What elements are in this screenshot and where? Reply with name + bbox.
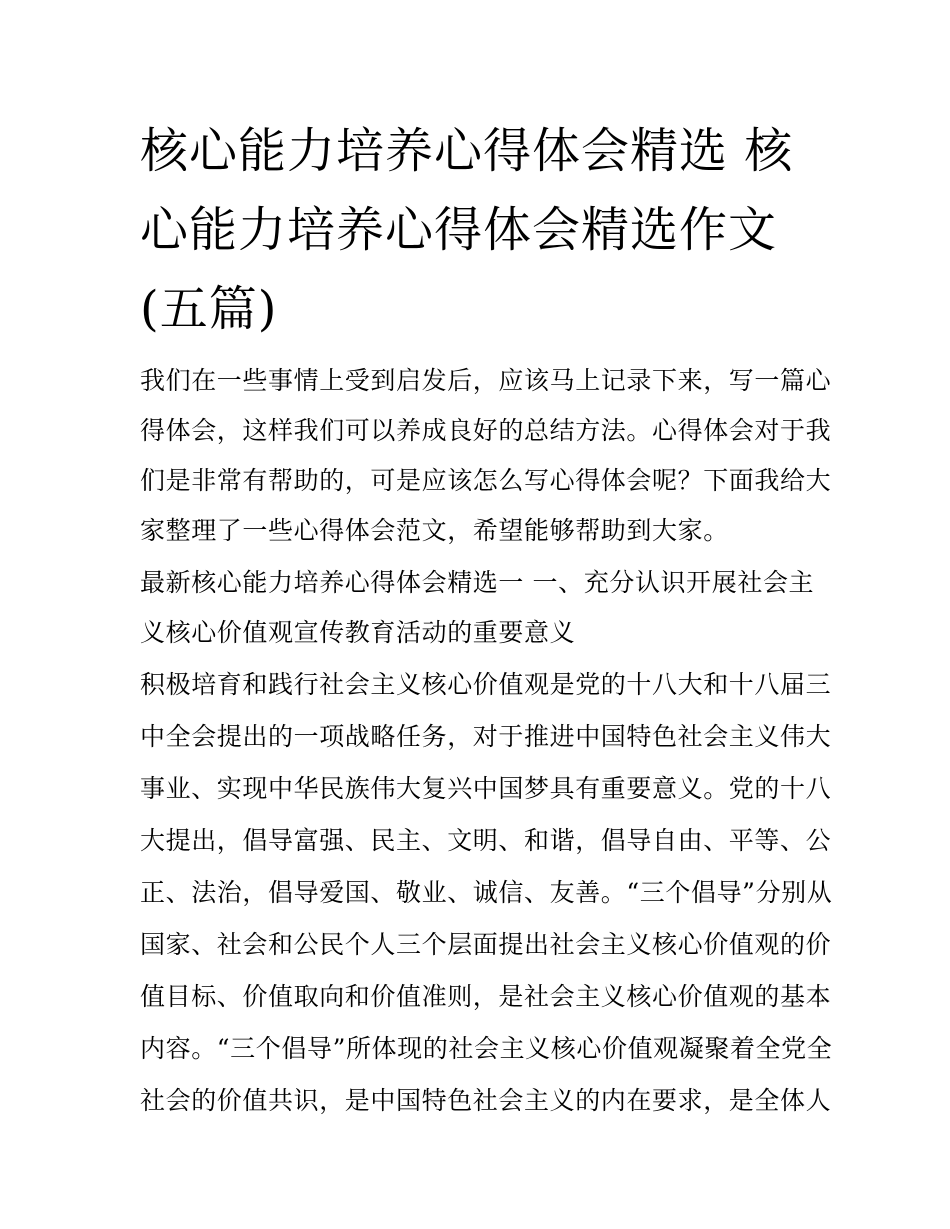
paragraph-line: 社会的价值共识，是中国特色社会主义的内在要求，是全体人	[140, 1086, 832, 1115]
paragraph-line: 义核心价值观宣传教育活动的重要意义	[140, 618, 576, 647]
paragraph-line: 们是非常有帮助的，可是应该怎么写心得体会呢？下面我给大	[140, 466, 832, 495]
paragraph-line: 内容。“三个倡导”所体现的社会主义核心价值观凝聚着全党全	[140, 1034, 833, 1063]
paragraph-line: 事业、实现中华民族伟大复兴中国梦具有重要意义。党的十八	[140, 774, 832, 803]
paragraph-line: 家整理了一些心得体会范文，希望能够帮助到大家。	[140, 516, 729, 545]
document-title: 核心能力培养心得体会精选 核心能力培养心得体会精选作文(五篇)	[140, 123, 794, 337]
paragraph-line: 得体会，这样我们可以养成良好的总结方法。心得体会对于我	[140, 416, 832, 445]
paragraph-line: 值目标、价值取向和价值准则，是社会主义核心价值观的基本	[140, 982, 832, 1011]
paragraph-line: 最新核心能力培养心得体会精选一 一、充分认识开展社会主	[140, 568, 815, 597]
paragraph-line: 国家、社会和公民个人三个层面提出社会主义核心价值观的价	[140, 930, 832, 959]
paragraph-line: 正、法治，倡导爱国、敬业、诚信、友善。“三个倡导”分别从	[140, 878, 833, 907]
paragraph-line: 我们在一些事情上受到启发后，应该马上记录下来，写一篇心	[140, 366, 832, 395]
paragraph-line: 积极培育和践行社会主义核心价值观是党的十八大和十八届三	[140, 670, 832, 699]
paragraph-line: 大提出，倡导富强、民主、文明、和谐，倡导自由、平等、公	[140, 826, 832, 855]
paragraph-line: 中全会提出的一项战略任务，对于推进中国特色社会主义伟大	[140, 722, 832, 751]
